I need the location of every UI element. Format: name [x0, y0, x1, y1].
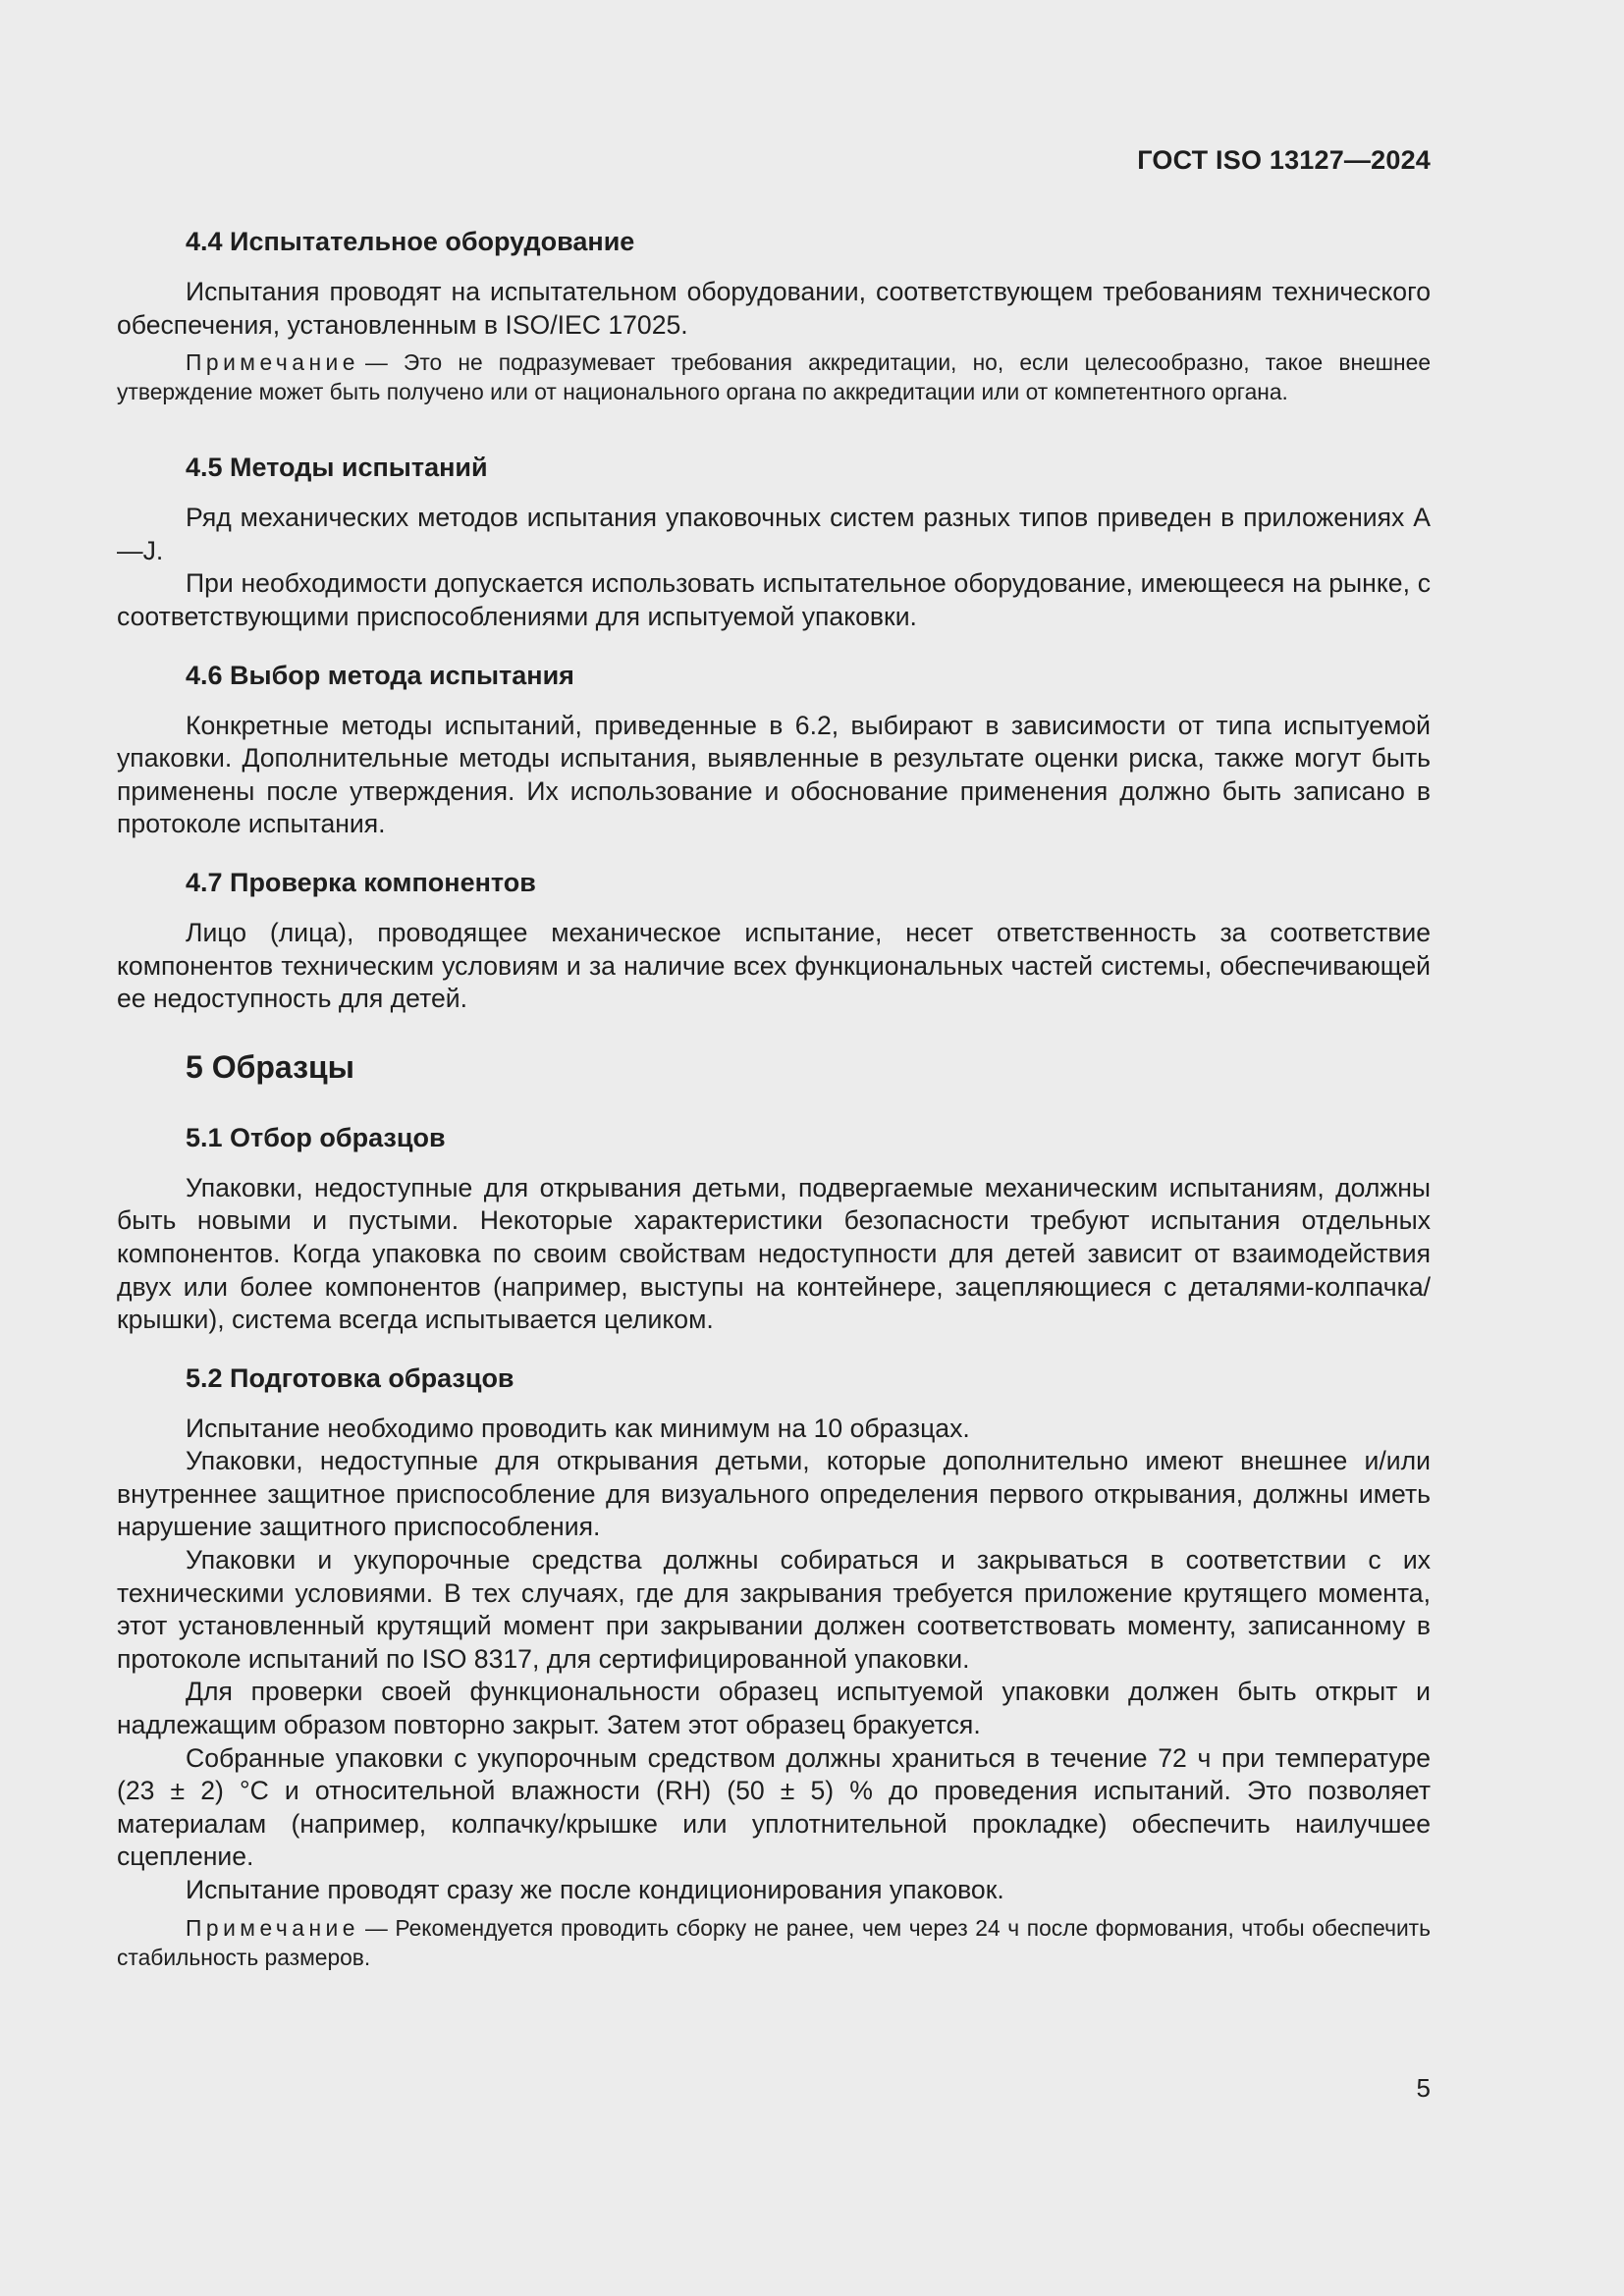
section-heading: 5.1 Отбор образцов [186, 1122, 446, 1152]
section-4-6 [117, 656, 1431, 841]
section-heading: 4.5 Методы испытаний [186, 453, 488, 483]
paragraph: Ряд механических методов испытания упаковочных систем разных типов приведен в приложениях A—J. [117, 503, 1431, 565]
page-number: 5 [1416, 2073, 1431, 2103]
paragraph: Конкретные методы испытаний, приведенные в 6.2, выбирают в зависимости от типа испытуемой упаковки. Дополнительные методы испытания, выявленные в результате оценки риска, также могут быть применены после утверждения. Их использование и обоснование применения должно быть записано в протоколе испытания. [117, 710, 1431, 839]
page-content [117, 222, 1431, 1994]
paragraph: Для проверки своей функциональности образец испытуемой упаковки должен быть открыт и надлежащим образом повторно закрыт. Затем этот образец бракуется. [117, 1677, 1431, 1740]
paragraph: Упаковки, недоступные для открывания детьми, которые дополнительно имеют внешнее и/или внутреннее защитное приспособление для визуального определения первого открывания, должны иметь нарушение защитного приспособления. [117, 1446, 1431, 1542]
section-heading: 4.6 Выбор метода испытания [186, 660, 574, 690]
paragraph: Упаковки, недоступные для открывания детьми, подвергаемые механическим испытаниям, должны быть новыми и пустыми. Некоторые характеристики безопасности требуют испытания отдельных компонентов. Когда упаковка по своим свойствам недоступности для детей зависит от взаимодействия двух или более компонентов (например, выступы на контейнере, зацепляющиеся с деталями-колпачка/крышки), система всегда испытывается целиком. [117, 1172, 1431, 1335]
paragraph: Упаковки и укупорочные средства должны собираться и закрываться в соответствии с их техническими условиями. В тех случаях, где для закрывания требуется приложение крутящего момента, этот установленный крутящий момент при закрывании должен соответствовать моменту, записанному в протоколе испытаний по ISO 8317, для сертифицированной упаковки. [117, 1545, 1431, 1674]
section-4-5 [117, 448, 1431, 633]
section-4-4 [117, 222, 1431, 406]
paragraph: Собранные упаковки с укупорочным средством должны храниться в течение 72 ч при температуре (23 ± 2) °C и относительной влажности (RH) (50 ± 5) % до проведения испытаний. Это позволяет материалам (например, колпачку/крышке или уплотнительной прокладке) обеспечить наилучшее сцепление. [117, 1742, 1431, 1872]
note-text: — Это не подразумевает требования аккредитации, но, если целесообразно, такое внешнее утверждение может быть получено или от национального органа по аккредитации или от компетентного органа. [117, 349, 1431, 405]
section-5-1 [117, 1118, 1431, 1337]
note-text: — Рекомендуется проводить сборку не ранее, чем через 24 ч после формования, чтобы обеспечить стабильность размеров. [117, 1914, 1431, 1970]
section-4-7 [117, 863, 1431, 1016]
paragraph: Испытание необходимо проводить как минимум на 10 образцах. [186, 1413, 970, 1443]
paragraph: Испытание проводят сразу же после кондиционирования упаковок. [186, 1875, 1004, 1904]
section-heading: 4.4 Испытательное оборудование [186, 227, 635, 256]
section-heading: 5.2 Подготовка образцов [186, 1362, 514, 1393]
section-heading: 4.7 Проверка компонентов [186, 867, 536, 897]
note-label: Примечание [186, 1914, 359, 1941]
section-5-2 [117, 1359, 1431, 1972]
chapter-title: 5 Образцы [186, 1048, 354, 1085]
paragraph: Лицо (лица), проводящее механическое испытание, несет ответственность за соответствие компонентов техническим условиям и за наличие всех функциональных частей системы, обеспечивающей ее недоступность для детей. [117, 917, 1431, 1014]
paragraph: При необходимости допускается использовать испытательное оборудование, имеющееся на рынке, с соответствующими приспособлениями для испытуемой упаковки. [117, 568, 1431, 631]
note [117, 1913, 1431, 1972]
note-label: Примечание [186, 349, 359, 376]
note [117, 347, 1431, 406]
paragraph: Испытания проводят на испытательном оборудовании, соответствующем требованиям техничеcкого обеспечения, установленным в ISO/IEC 17025. [117, 277, 1431, 340]
document-header: ГОСТ ISO 13127—2024 [1137, 145, 1431, 175]
